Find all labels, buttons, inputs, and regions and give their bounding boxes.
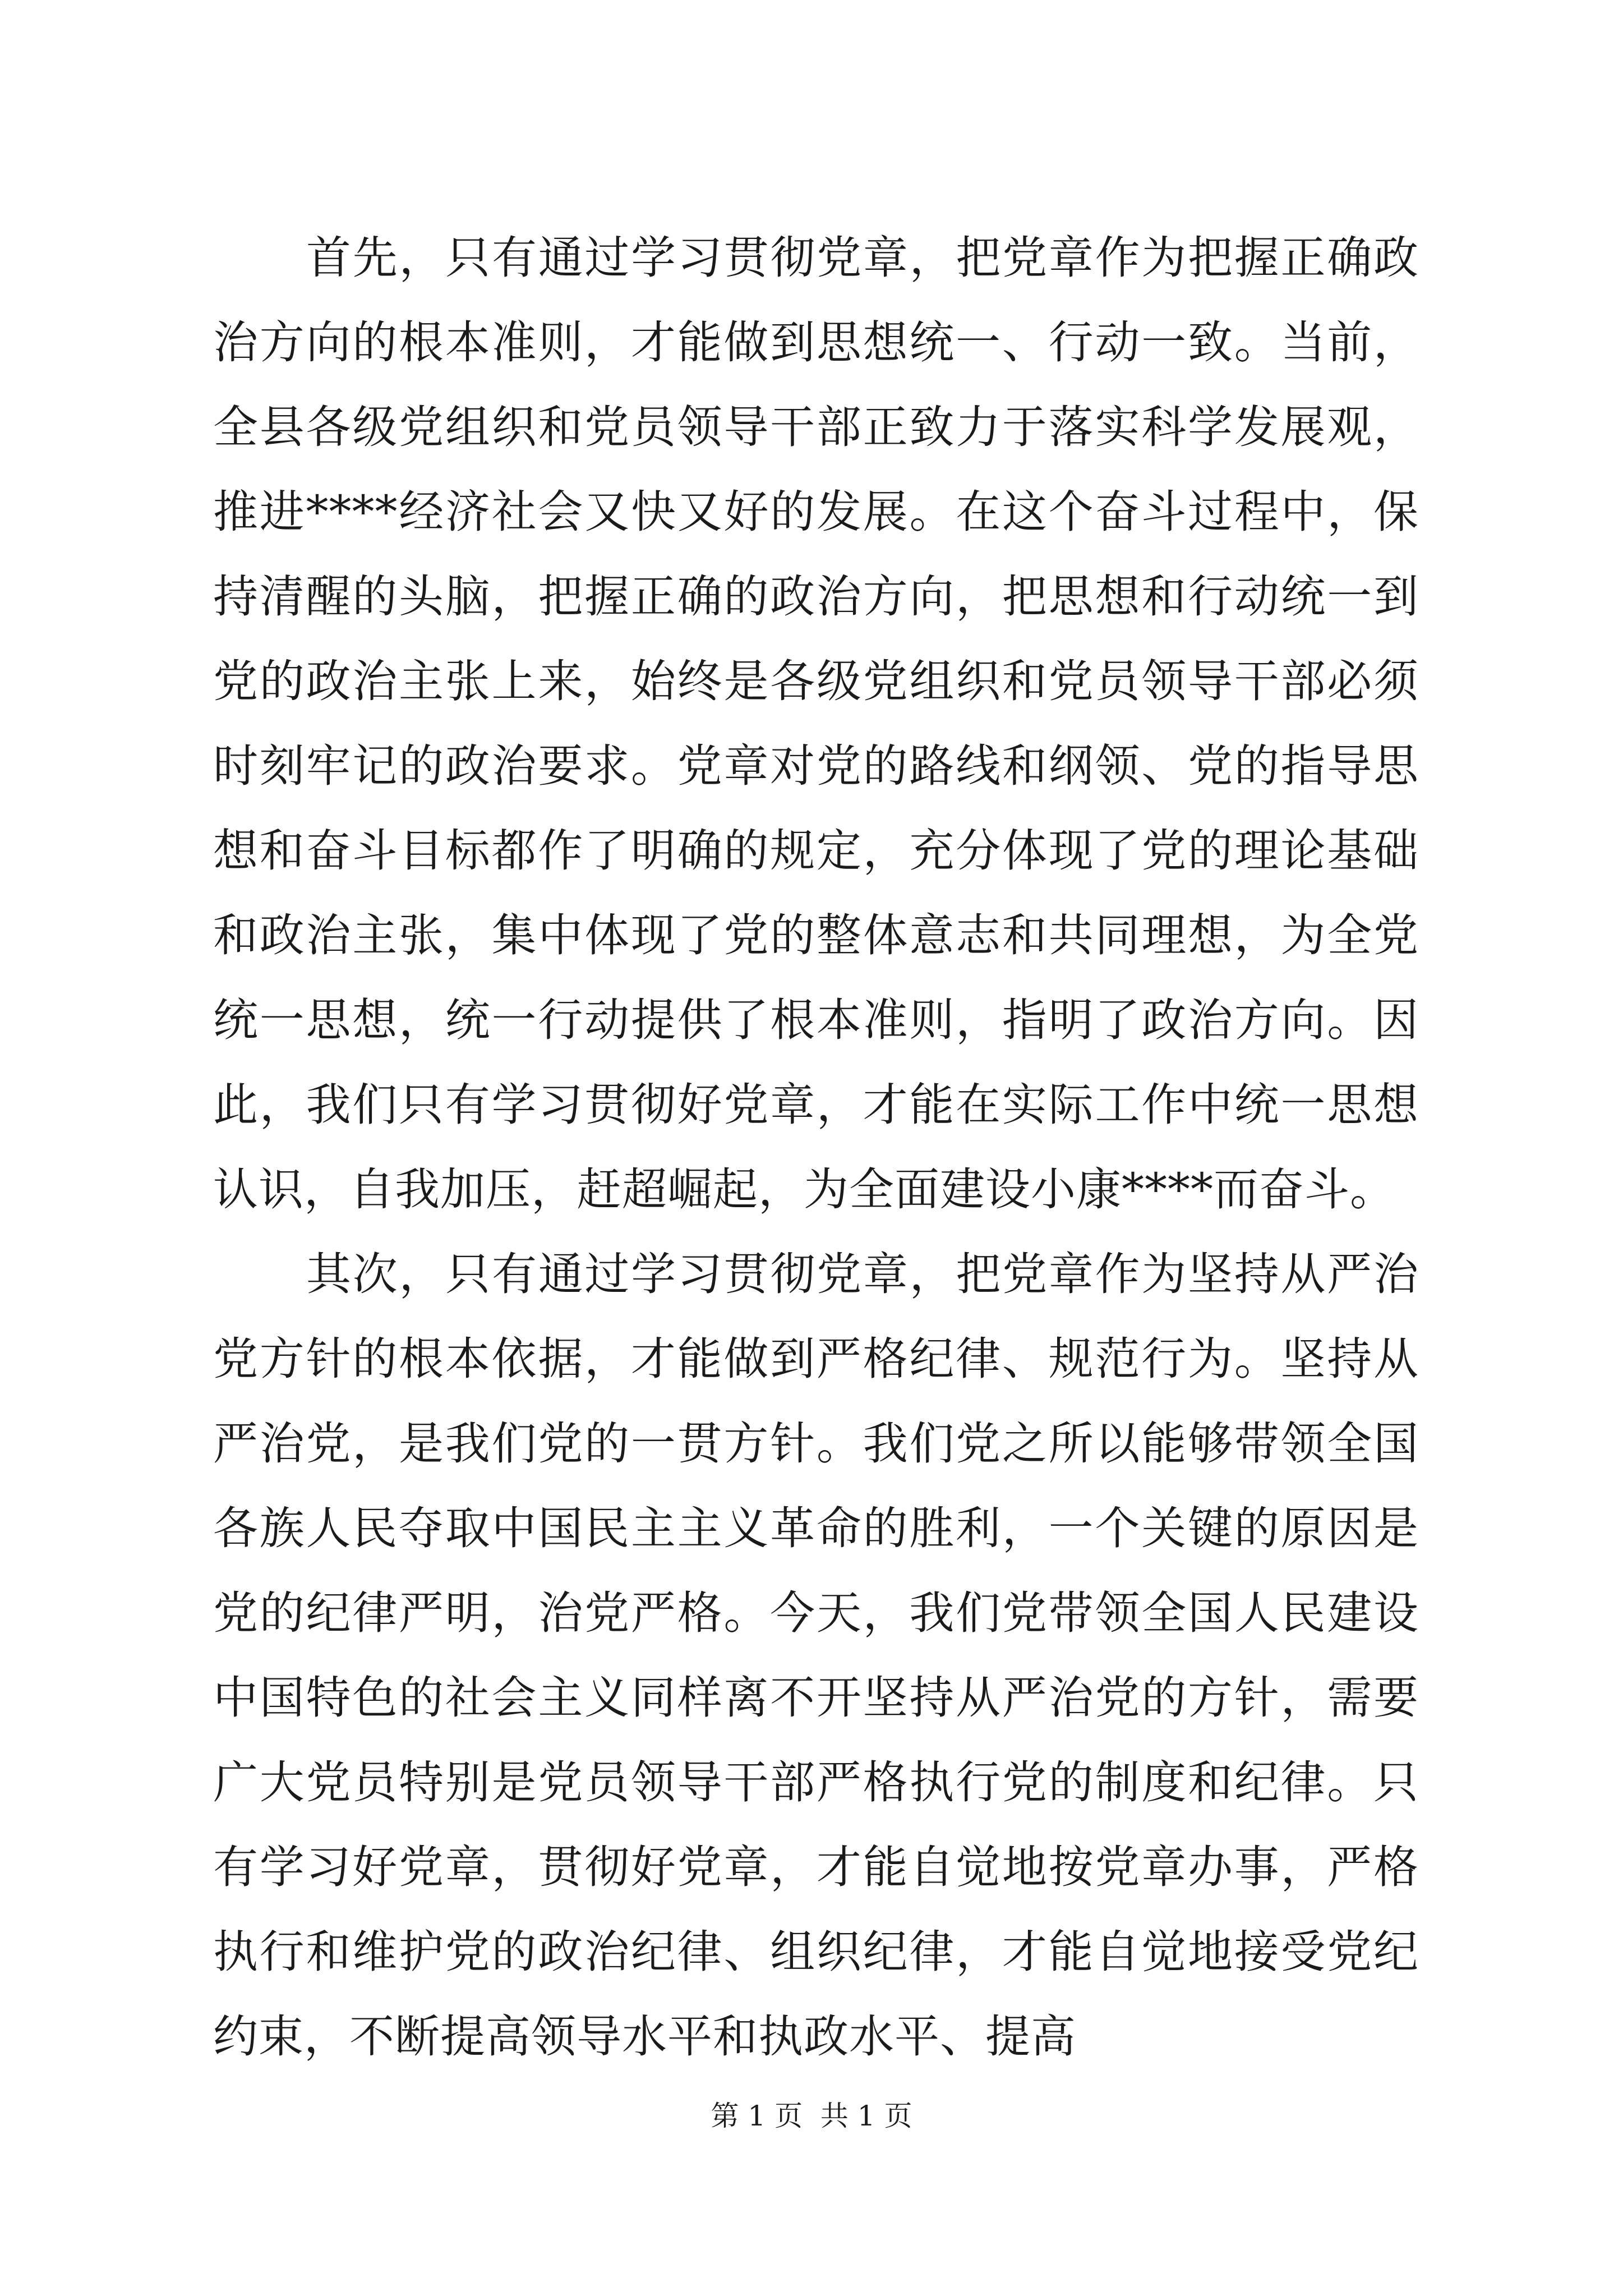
document-body bbox=[213, 215, 1419, 2079]
paragraph-first: 首先，只有通过学习贯彻党章，把党章作为把握正确政治方向的根本准则，才能做到思想统一、行动一致。当前，全县各级党组织和党员领导干部正致力于落实科学发展观，推进****经济社会又快又好的发展。在这个奋斗过程中，保持清醒的头脑，把握正确的政治方向，把思想和行动统一到党的政治主张上来，始终是各级党组织和党员领导干部必须时刻牢记的政治要求。党章对党的路线和纲领、党的指导思想和奋斗目标都作了明确的规定，充分体现了党的理论基础和政治主张，集中体现了党的整体意志和共同理想，为全党统一思想，统一行动提供了根本准则，指明了政治方向。因此，我们只有学习贯彻好党章，才能在实际工作中统一思想认识，自我加压，赶超崛起，为全面建设小康****而奋斗。 bbox=[213, 232, 1419, 1216]
page-footer bbox=[0, 2098, 1623, 2134]
page-number-label: 第 1 页 共 1 页 bbox=[711, 2100, 912, 2132]
paragraph-second: 其次，只有通过学习贯彻党章，把党章作为坚持从严治党方针的根本依据，才能做到严格纪律、规范行为。坚持从严治党，是我们党的一贯方针。我们党之所以能够带领全国各族人民夺取中国民主主义革命的胜利，一个关键的原因是党的纪律严明，治党严格。今天，我们党带领全国人民建设中国特色的社会主义同样离不开坚持从严治党的方针，需要广大党员特别是党员领导干部严格执行党的制度和纪律。只有学习好党章，贯彻好党章，才能自觉地按党章办事，严格执行和维护党的政治纪律、组织纪律，才能自觉地接受党纪约束，不断提高领导水平和执政水平、提高 bbox=[213, 1248, 1419, 2063]
